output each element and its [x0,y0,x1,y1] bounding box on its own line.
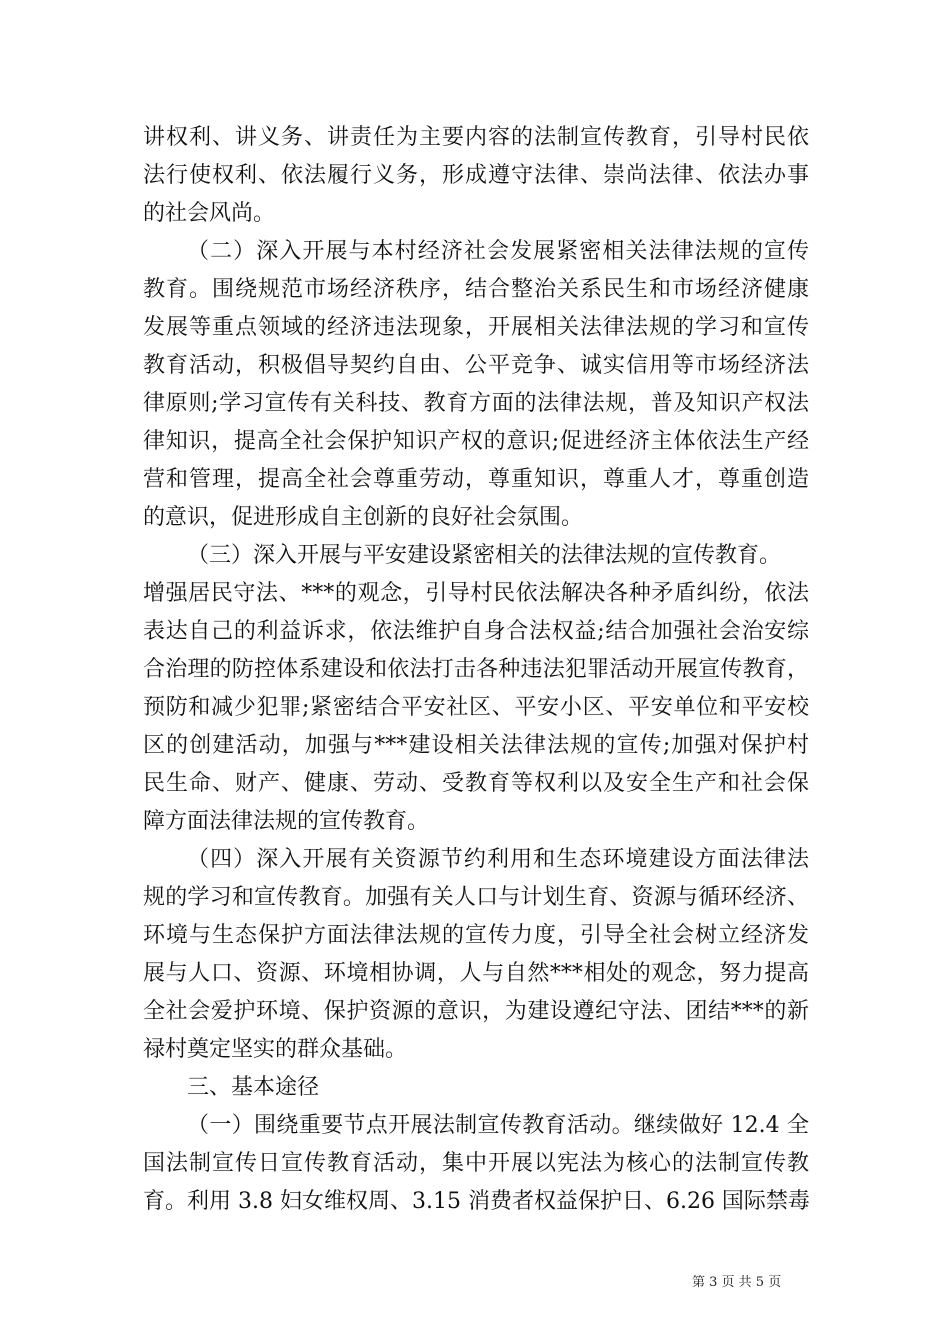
paragraph-heading-line: （二）深入开展与本村经济社会发展紧密相关法律法规的宣传 [187,239,809,264]
body-text-line: 民生命、财产、健康、劳动、受教育等权利以及安全生产和社会保 [143,771,809,796]
body-text-line: 发展等重点领域的经济违法现象，开展相关法律法规的学习和宣传 [143,315,809,340]
body-text-line: 营和管理，提高全社会尊重劳动，尊重知识，尊重人才，尊重创造 [143,467,809,492]
document-body [143,119,809,1221]
page-number-footer: 第 3 页 共 5 页 [692,1275,782,1290]
body-text-line: 规的学习和宣传教育。加强有关人口与计划生育、资源与循环经济、 [143,885,809,910]
body-text-line: 律知识，提高全社会保护知识产权的意识;促进经济主体依法生产经 [143,429,809,454]
section-heading: 三、基本途径 [187,1075,320,1100]
body-text-line: 的社会风尚。 [143,201,276,226]
body-text-line: 国法制宣传日宣传教育活动，集中开展以宪法为核心的法制宣传教 [143,1151,809,1176]
body-text-line: 育。利用 3.8 妇女维权周、3.15 消费者权益保护日、6.26 国际禁毒 [143,1189,810,1214]
body-text-line: 讲权利、讲义务、讲责任为主要内容的法制宣传教育，引导村民依 [143,125,809,150]
body-text-line: 教育活动，积极倡导契约自由、公平竞争、诚实信用等市场经济法 [143,353,809,378]
body-text-line: 律原则;学习宣传有关科技、教育方面的法律法规，普及知识产权法 [143,391,809,416]
body-text-line: 全社会爱护环境、保护资源的意识，为建设遵纪守法、团结***的新 [143,999,809,1024]
body-text-line: 增强居民守法、***的观念，引导村民依法解决各种矛盾纠纷，依法 [143,581,809,606]
body-text-line: 教育。围绕规范市场经济秩序，结合整治关系民生和市场经济健康 [143,277,809,302]
paragraph-heading-line: （三）深入开展与平安建设紧密相关的法律法规的宣传教育。 [187,543,782,568]
paragraph-heading-line: （一）围绕重要节点开展法制宣传教育活动。继续做好 12.4 全 [187,1113,809,1138]
body-text-line: 预防和减少犯罪;紧密结合平安社区、平安小区、平安单位和平安校 [143,695,809,720]
body-text-line: 环境与生态保护方面法律法规的宣传力度，引导全社会树立经济发 [143,923,809,948]
paragraph-heading-line: （四）深入开展有关资源节约利用和生态环境建设方面法律法 [187,847,809,872]
body-text-line: 禄村奠定坚实的群众基础。 [143,1037,408,1062]
body-text-line: 的意识，促进形成自主创新的良好社会氛围。 [143,505,584,530]
body-text-line: 表达自己的利益诉求，依法维护自身合法权益;结合加强社会治安综 [143,619,809,644]
body-text-line: 障方面法律法规的宣传教育。 [143,809,430,834]
body-text-line: 区的创建活动，加强与***建设相关法律法规的宣传;加强对保护村 [143,733,809,758]
body-text-line: 法行使权利、依法履行义务，形成遵守法律、崇尚法律、依法办事 [143,163,809,188]
body-text-line: 展与人口、资源、环境相协调，人与自然***相处的观念，努力提高 [143,961,809,986]
body-text-line: 合治理的防控体系建设和依法打击各种违法犯罪活动开展宣传教育， [143,657,809,682]
